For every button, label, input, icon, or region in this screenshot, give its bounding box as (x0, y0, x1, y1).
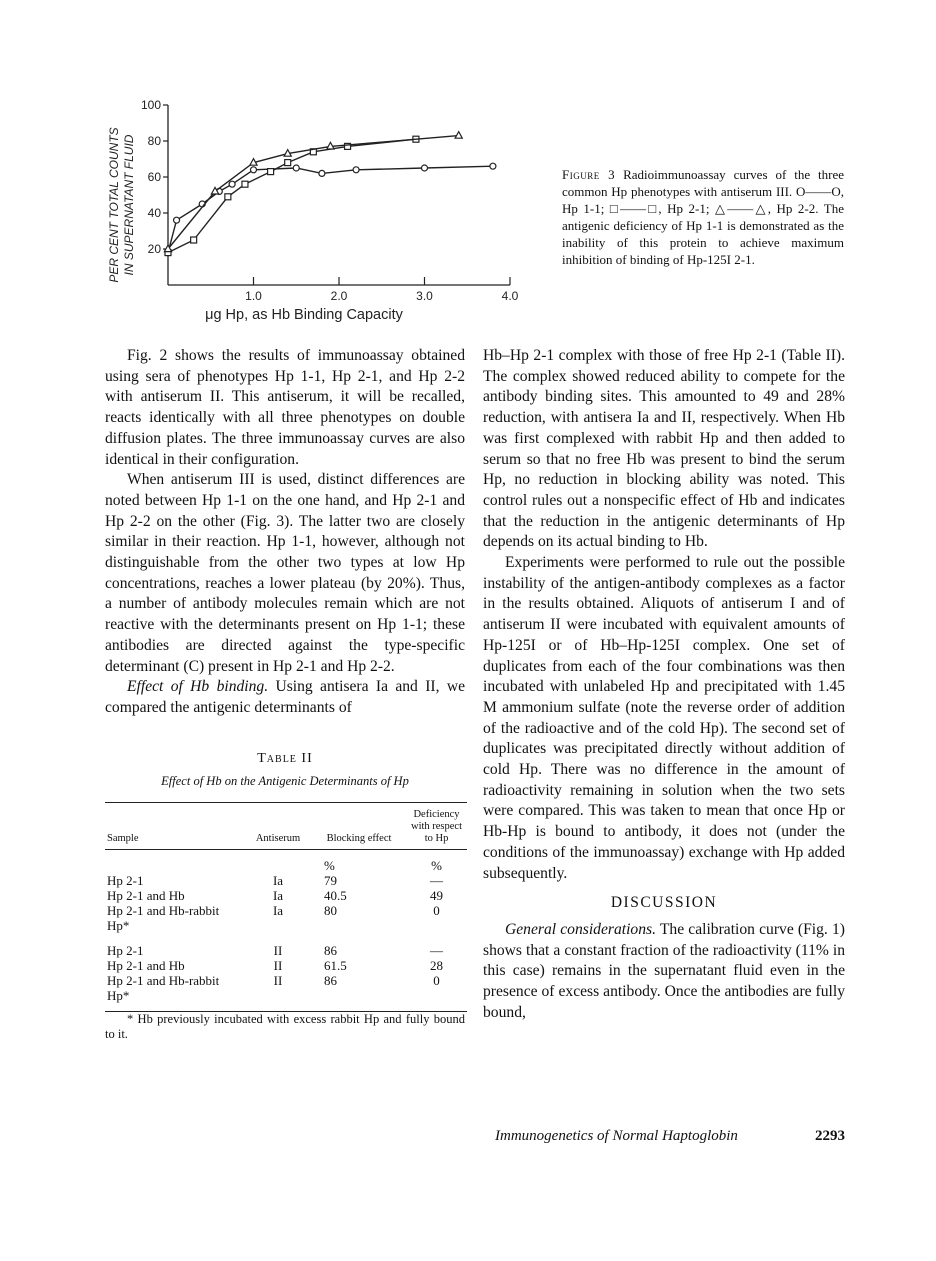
cell-sample: Hp 2-1 (107, 943, 144, 959)
y-tick-label: 100 (140, 98, 161, 112)
cell-antiserum: Ia (272, 888, 284, 904)
x-axis-label: μg Hp, as Hb Binding Capacity (205, 307, 403, 323)
data-point-hp-2-1 (242, 181, 248, 187)
data-point-hp-1-1 (229, 181, 235, 187)
table-row (105, 958, 467, 973)
data-point-hp-2-1 (285, 160, 291, 166)
y-tick-label: 20 (147, 242, 161, 256)
hb-binding-heading: Effect of Hb binding. (127, 678, 269, 696)
cell-deficiency: — (430, 873, 443, 889)
right-paragraph-2: Experiments were performed to rule out the possible instability of the antigen-antibody complexes as a factor in the results obtained. Aliquots of antiserum I and of antiserum II were incubated with equivalent amounts of Hp-125I or of Hb–Hp-125I complex. One set of duplicates from each of the four combinations was then incubated with unlabeled Hp and precipitated with 1.45 M ammonium sulfate (note the reverse order of addition of the radioactive and of the cold Hp). The second set of duplicates was precipitated directly without addition of cold Hp. There was no difference in the amount of radioactivity remaining in solution when the two sets were compared. This was taken to mean that once Hp or Hb-Hp is bound to antibody, it does not (under the conditions of the immunoassay) exchange with Hp added subsequently. (483, 554, 845, 882)
unit-blocking: % (324, 858, 335, 874)
cell-blocking: 79 (324, 873, 337, 889)
x-tick-label: 2.0 (330, 289, 348, 303)
header-deficiency: Deficiency with respect to Hp (406, 803, 467, 850)
left-paragraph-1: Fig. 2 shows the results of immunoassay obtained using sera of phenotypes Hp 1-1, Hp 2-1, and Hp 2-2 with antiserum II. This antiserum, it will be recalled, reacts identically with all three phenotypes on double diffusion plates. The three immunoassay curves are also identical in their configuration. (105, 347, 465, 468)
cell-blocking: 86 (312, 973, 406, 1012)
table-row (105, 888, 467, 903)
cell-sample: Hp 2-1 and Hb (107, 958, 185, 974)
x-tick-label: 4.0 (501, 289, 519, 303)
table-units-row (105, 850, 467, 874)
cell-blocking: 80 (324, 903, 337, 919)
header-antiserum: Antiserum (244, 803, 312, 850)
cell-deficiency: 0 (433, 903, 440, 919)
cell-blocking: 40.5 (324, 888, 347, 904)
page-number: 2293 (815, 1128, 845, 1144)
y-axis-label-line1: PER CENT TOTAL COUNTS (107, 127, 121, 283)
y-axis-label-line2: IN SUPERNATANT FLUID (122, 134, 136, 276)
cell-antiserum: Ia (272, 873, 284, 889)
data-point-hp-1-1 (174, 217, 180, 223)
data-point-hp-1-1 (293, 165, 299, 171)
data-point-hp-1-1 (353, 167, 359, 173)
discussion-heading: DISCUSSION (610, 894, 718, 912)
header-blocking: Blocking effect (312, 803, 406, 850)
left-paragraph-3 (105, 677, 465, 718)
hb-binding-text: Using antisera Ia and II, we compared the antigenic determinants of (105, 678, 466, 716)
cell-sample: Hp 2-1 and Hb-rabbit Hp* (107, 903, 220, 934)
data-point-hp-2-1 (225, 194, 231, 200)
y-tick-label: 80 (147, 134, 161, 148)
unit-deficiency: % (431, 858, 442, 874)
cell-deficiency: 49 (430, 888, 443, 904)
general-considerations-text: The calibration curve (Fig. 1) shows that a constant fraction of the radioactivity (11% in this case) remains in the supernatant fluid even in the presence of excess antibody. Once the antibodies are fully bound, (483, 920, 845, 1021)
cell-antiserum: II (273, 958, 283, 974)
cell-antiserum: II (273, 943, 283, 959)
series-line-hp-1-1 (168, 166, 493, 252)
general-considerations-heading: General considerations. (505, 920, 656, 938)
data-point-hp-2-2 (455, 132, 462, 139)
cell-blocking: 61.5 (324, 958, 347, 974)
data-point-hp-1-1 (251, 167, 257, 173)
table-ii (105, 802, 467, 1012)
x-tick-label: 1.0 (245, 289, 262, 303)
table-row (105, 873, 467, 888)
y-tick-label: 40 (147, 206, 161, 220)
cell-blocking: 86 (324, 943, 337, 959)
table-row (105, 973, 467, 1012)
data-point-hp-1-1 (490, 163, 496, 169)
cell-deficiency: 28 (430, 958, 443, 974)
right-paragraph-1: Hb–Hp 2-1 complex with those of free Hp 2-1 (Table II). The complex showed reduced ability to compete for the antibody binding sites. This amounted to 49 and 28% reduction, with antisera Ia and II, respectively. When Hb was first complexed with rabbit Hp and then added to serum so that no free Hb was present to bind the serum Hp, no reduction in blocking ability was noted. This control rules out a nonspecific effect of Hb and indicates that the reduction in the antigenic determinants of Hp depends on its actual binding to Hb. (483, 347, 845, 551)
table-row (105, 903, 467, 933)
table-footnote: * Hb previously incubated with excess rabbit Hp and fully bound to it. (105, 1012, 465, 1042)
figure-caption-text: Radioimmunoassay curves of the three common Hp phenotypes with antiserum III. O——O, Hp 1-1; □——□, Hp 2-1; △——△, Hp 2-2. The antigenic deficiency of Hp 1-1 is demonstrated as the inability of this protein to achieve maximum inhibition of binding of Hp-125I 2-1. (562, 167, 845, 267)
cell-deficiency: 0 (406, 973, 467, 1012)
cell-antiserum: Ia (272, 903, 284, 919)
data-point-hp-2-1 (268, 169, 274, 175)
cell-deficiency: — (430, 943, 443, 959)
y-tick-label: 60 (147, 170, 161, 184)
data-point-hp-2-1 (191, 237, 197, 243)
series-layer (164, 132, 496, 256)
cell-antiserum: II (244, 973, 312, 1012)
table-row (105, 933, 467, 958)
x-tick-label: 3.0 (416, 289, 433, 303)
left-paragraph-2: When antiserum III is used, distinct differences are noted between Hp 1-1 on the one hand, and Hp 2-1 and Hp 2-2 on the other (Fig. 3). The latter two are closely similar in their reaction. Hp 1-1, however, although not distinguishable from the other two types at low Hp concentrations, reaches a lower plateau (by 20%). Thus, a number of antibody molecules remain which are not reactive with the determinants present on Hp 1-1; these antibodies are directed against the type-specific determinant (C) present in Hp 2-1 and Hp 2-2. (105, 471, 465, 675)
right-paragraph-3 (483, 920, 845, 1024)
table-subtitle: Effect of Hb on the Antigenic Determinants of Hp (161, 774, 409, 789)
data-point-hp-1-1 (319, 170, 325, 176)
axes (141, 98, 519, 303)
running-title: Immunogenetics of Normal Haptoglobin (495, 1128, 738, 1144)
figure-caption (562, 166, 844, 268)
cell-sample: Hp 2-1 and Hb (107, 888, 185, 904)
figure-3-chart (100, 95, 530, 325)
header-sample: Sample (105, 803, 244, 850)
cell-sample: Hp 2-1 (107, 873, 144, 889)
data-point-hp-1-1 (422, 165, 428, 171)
cell-sample: Hp 2-1 and Hb-rabbit Hp* (105, 973, 244, 1012)
table-title: Table II (257, 750, 313, 766)
left-column (105, 346, 465, 1042)
right-column (483, 346, 845, 1024)
figure-caption-label: Figure 3 (562, 167, 616, 182)
